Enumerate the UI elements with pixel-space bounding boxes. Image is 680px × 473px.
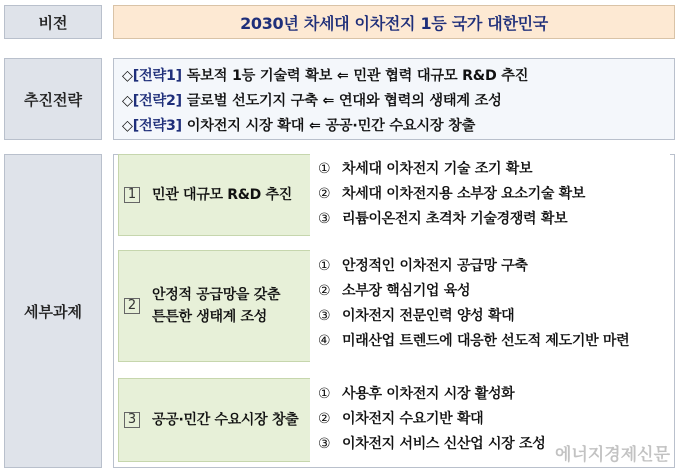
strategy-box [113, 58, 675, 140]
task-group-3-title [124, 378, 308, 462]
strategy-item-3: ◇[전략3] 이차전지 시장 확대 ⇐ 공공·민간 수요시장 창출 [122, 118, 476, 134]
task-number: 1 [124, 187, 140, 203]
strategy-label: 추진전략 [4, 58, 102, 140]
tasks-label: 세부과제 [4, 154, 102, 468]
task-title-line: 공공·민간 수요시장 창출 [152, 412, 299, 428]
task-item: ④ 미래산업 트렌드에 대응한 선도적 제도기반 마련 [318, 333, 630, 349]
task-group-1-title [124, 154, 308, 236]
task-group-2-items [310, 250, 670, 362]
task-item: ① 차세대 이차전지 기술 조기 확보 [318, 161, 533, 177]
task-item: ③ 이차전지 서비스 신산업 시장 조성 [318, 436, 546, 452]
vision-label: 비전 [4, 5, 102, 39]
task-group-2-title [124, 250, 308, 362]
task-item: ① 사용후 이차전지 시장 활성화 [318, 386, 515, 402]
task-item: ② 차세대 이차전지용 소부장 요소기술 확보 [318, 186, 586, 202]
task-title-line: 안정적 공급망을 갖춘 [152, 287, 281, 303]
strategy-tag: [전략1] [132, 68, 182, 84]
task-item: ③ 이차전지 전문인력 양성 확대 [318, 308, 515, 324]
task-number: 2 [124, 298, 140, 314]
task-item: ② 이차전지 수요기반 확대 [318, 411, 484, 427]
strategy-item-2: ◇[전략2] 글로벌 선도기지 구축 ⇐ 연대와 협력의 생태계 조성 [122, 93, 502, 109]
vision-text: 2030년 차세대 이차전지 1등 국가 대한민국 [113, 5, 675, 39]
task-number: 3 [124, 412, 140, 428]
watermark: 에너지경제신문 [555, 445, 670, 465]
task-item: ② 소부장 핵심기업 육성 [318, 283, 471, 299]
task-title-line: 튼튼한 생태계 조성 [152, 309, 267, 325]
strategy-tag: [전략3] [132, 118, 182, 134]
task-item: ① 안정적인 이차전지 공급망 구축 [318, 258, 528, 274]
task-item: ③ 리튬이온전지 초격차 기술경쟁력 확보 [318, 211, 568, 227]
strategy-item-1: ◇[전략1] 독보적 1등 기술력 확보 ⇐ 민관 협력 대규모 R&D 추진 [122, 68, 529, 84]
strategy-tag: [전략2] [132, 93, 182, 109]
task-title-line: 민관 대규모 R&D 추진 [152, 187, 293, 203]
task-group-1-items [310, 154, 670, 236]
